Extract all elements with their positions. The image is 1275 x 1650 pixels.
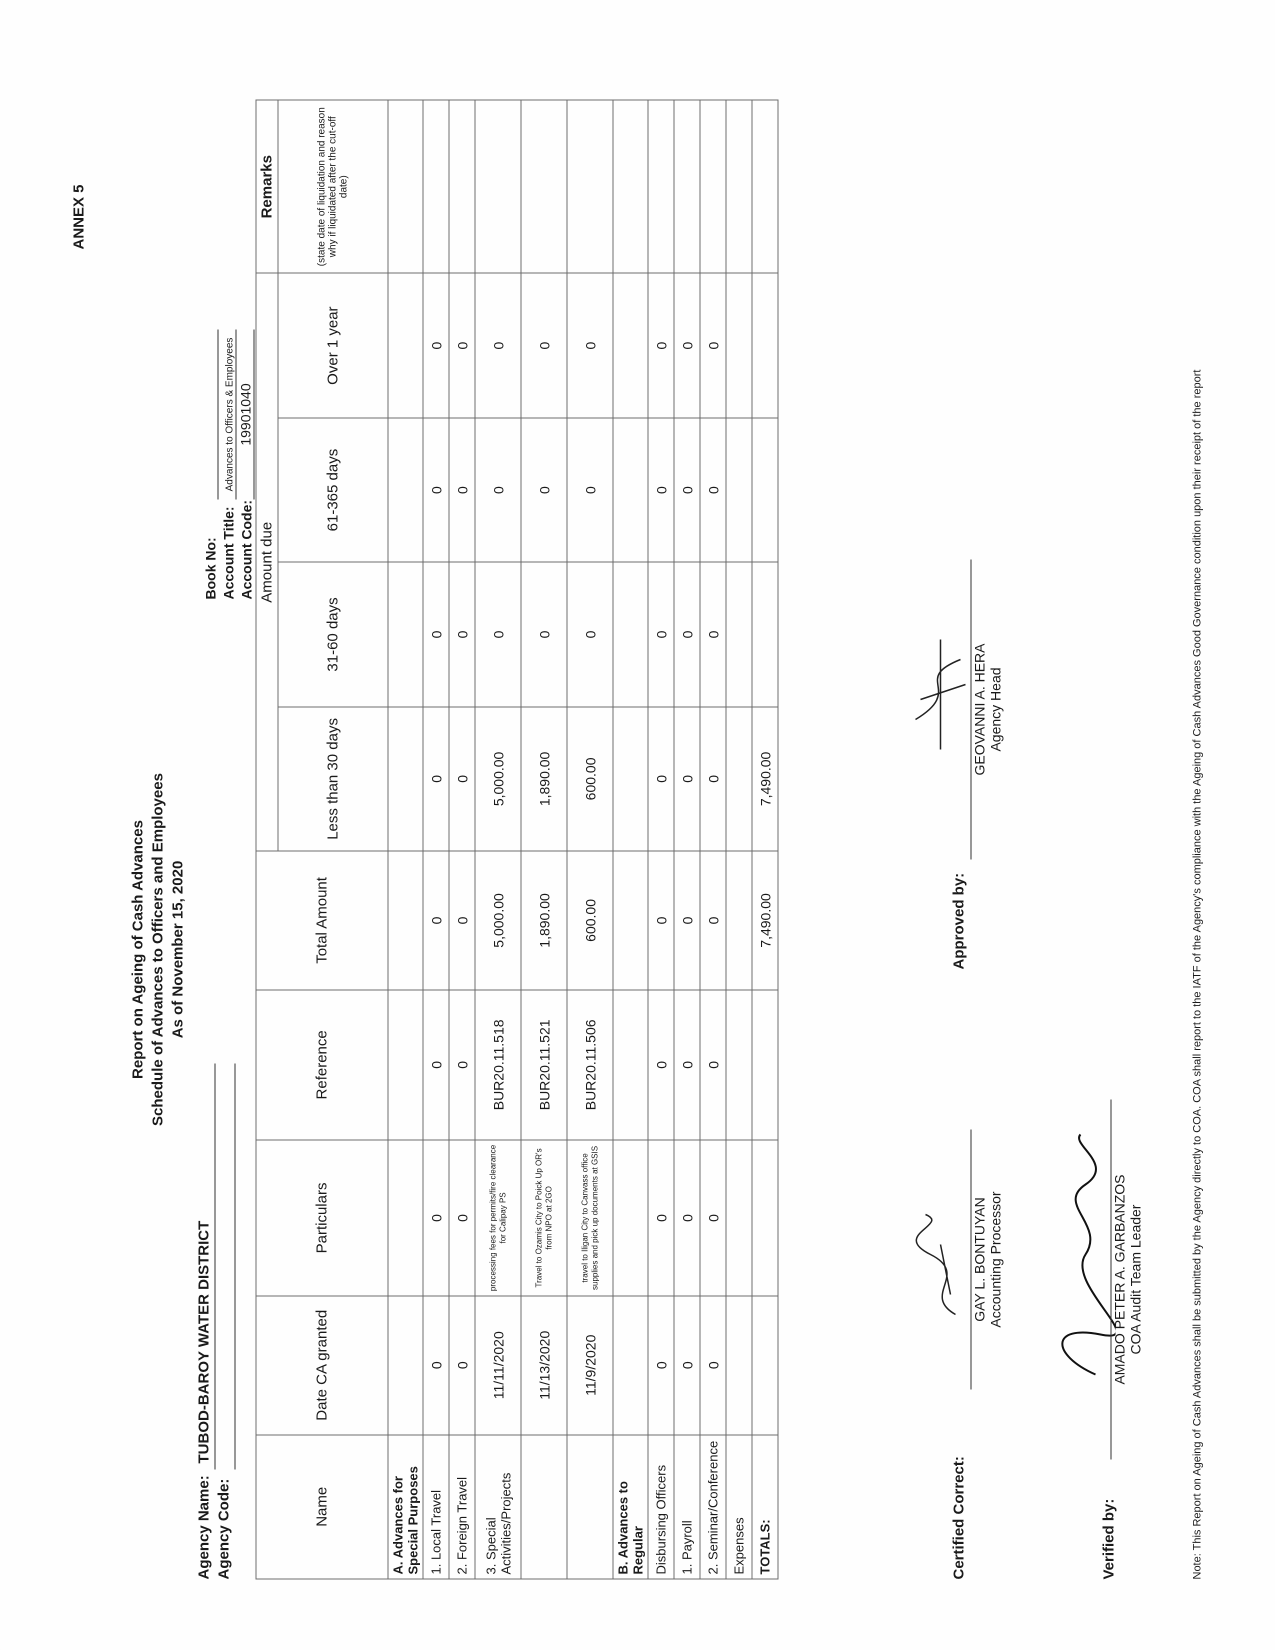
book-no <box>218 330 219 500</box>
cell-part: travel to Iligan City to Canvass office supplies and pick up documents at GSIS <box>567 1140 613 1296</box>
col-date: Date CA granted <box>256 1296 388 1435</box>
table-row <box>726 100 752 1579</box>
table-row <box>700 100 726 1579</box>
table-row <box>752 100 778 1579</box>
cell-date: 11/11/2020 <box>475 1296 521 1435</box>
approved-signatory <box>971 560 1004 860</box>
cell-name <box>521 1435 567 1579</box>
cell-remarks <box>521 100 567 273</box>
cell-d31: 0 <box>423 562 449 706</box>
col-name: Name <box>256 1435 388 1579</box>
cell-d61 <box>613 418 648 562</box>
cell-part: 0 <box>449 1140 475 1296</box>
verified-label: Verified by: <box>1100 1498 1118 1580</box>
cell-total: 0 <box>449 851 475 990</box>
cell-ref: 0 <box>449 990 475 1140</box>
cell-d31: 0 <box>674 562 700 706</box>
cell-total: 1,890.00 <box>521 851 567 990</box>
cell-remarks <box>674 100 700 273</box>
cell-total: 5,000.00 <box>475 851 521 990</box>
cell-ref: 0 <box>648 990 674 1140</box>
cell-over: 0 <box>521 273 567 417</box>
cell-part: 0 <box>674 1140 700 1296</box>
certified-label: Certified Correct: <box>950 1456 968 1580</box>
col-total: Total Amount <box>256 851 388 990</box>
agency-name: TUBOD-BAROY WATER DISTRICT <box>196 1064 216 1470</box>
certified-signatory <box>971 1130 1004 1390</box>
cell-lt30: 1,890.00 <box>521 707 567 851</box>
account-title-label: Account Title: <box>220 506 237 600</box>
agency-info <box>196 1064 236 1580</box>
cell-remarks <box>449 100 475 273</box>
cell-name: Disbursing Officers <box>648 1435 674 1579</box>
account-info <box>201 330 255 600</box>
cell-name: TOTALS: <box>752 1435 778 1579</box>
certified-position: Accounting Processor <box>987 1191 1004 1328</box>
table-row <box>475 100 521 1579</box>
col-amount-due: Amount due <box>256 273 278 851</box>
cell-lt30: 5,000.00 <box>475 707 521 851</box>
cell-remarks <box>567 100 613 273</box>
cell-ref <box>613 990 648 1140</box>
cell-date <box>726 1296 752 1435</box>
col-remarks: Remarks <box>256 100 278 273</box>
cell-date <box>752 1296 778 1435</box>
agency-name-label: Agency Name: <box>195 1475 213 1580</box>
cell-d31 <box>388 562 423 706</box>
cell-ref <box>752 990 778 1140</box>
cell-date <box>613 1296 648 1435</box>
verified-position: COA Audit Team Leader <box>1127 1204 1144 1355</box>
cell-date: 0 <box>648 1296 674 1435</box>
cell-d61: 0 <box>674 418 700 562</box>
cell-remarks <box>648 100 674 273</box>
cell-total <box>613 851 648 990</box>
cell-over <box>726 273 752 417</box>
cell-lt30 <box>388 707 423 851</box>
cell-date: 0 <box>423 1296 449 1435</box>
approved-signature <box>906 630 976 760</box>
cell-total <box>388 851 423 990</box>
cell-d31: 0 <box>449 562 475 706</box>
cell-ref: 0 <box>674 990 700 1140</box>
footer-note: Note: This Report on Ageing of Cash Advances shall be submitted by the Agency directly to COA. COA shall report to the IATF of the Agency's compliance with the Ageing of Cash Advances Good Governance condition upon their receipt of the report <box>1191 369 1204 1580</box>
cell-lt30 <box>726 707 752 851</box>
report-title <box>129 670 189 1230</box>
cell-ref <box>388 990 423 1140</box>
cell-date: 0 <box>449 1296 475 1435</box>
cell-part: 0 <box>700 1140 726 1296</box>
cell-d31 <box>752 562 778 706</box>
cell-ref: BUR20.11.521 <box>521 990 567 1140</box>
cell-over <box>613 273 648 417</box>
cell-over: 0 <box>449 273 475 417</box>
title-line-2: Schedule of Advances to Officers and Employees <box>149 773 167 1126</box>
agency-code-label: Agency Code: <box>215 1478 233 1580</box>
cell-ref: BUR20.11.518 <box>475 990 521 1140</box>
cell-date: 0 <box>674 1296 700 1435</box>
certified-signature <box>911 1205 971 1325</box>
cell-ref: 0 <box>423 990 449 1140</box>
cell-name: 3. Special Activities/Projects <box>475 1435 521 1579</box>
cell-part <box>752 1140 778 1296</box>
cell-name <box>567 1435 613 1579</box>
cell-part: Travel to Ozamis City to Poick Up OR's from NPO at 2GO <box>521 1140 567 1296</box>
cell-over: 0 <box>700 273 726 417</box>
table-row <box>648 100 674 1579</box>
verified-signatory <box>1111 1100 1144 1460</box>
cell-date <box>388 1296 423 1435</box>
cell-d61 <box>726 418 752 562</box>
cell-total <box>726 851 752 990</box>
cell-remarks <box>388 100 423 273</box>
book-no-label: Book No: <box>202 537 219 600</box>
cell-ref: 0 <box>700 990 726 1140</box>
cell-d31: 0 <box>475 562 521 706</box>
title-line-3: As of November 15, 2020 <box>169 860 187 1039</box>
col-61-365: 61-365 days <box>278 418 388 562</box>
verified-name: AMADO PETER A. GARBANZOS <box>1111 1174 1128 1385</box>
cell-name: 1. Local Travel <box>423 1435 449 1579</box>
cell-remarks <box>752 100 778 273</box>
cell-lt30: 7,490.00 <box>752 707 778 851</box>
verified-signature <box>1046 1125 1116 1385</box>
cell-name: A. Advances for Special Purposes <box>388 1435 423 1579</box>
cell-d61: 0 <box>475 418 521 562</box>
col-reference: Reference <box>256 990 388 1140</box>
cell-date: 0 <box>700 1296 726 1435</box>
table-row <box>449 100 475 1579</box>
cell-lt30: 0 <box>648 707 674 851</box>
cell-over: 0 <box>423 273 449 417</box>
cell-over: 0 <box>567 273 613 417</box>
cell-remarks <box>613 100 648 273</box>
cell-date: 11/9/2020 <box>567 1296 613 1435</box>
ageing-table <box>256 100 779 1580</box>
approved-position: Agency Head <box>987 667 1004 752</box>
cell-remarks <box>423 100 449 273</box>
cell-name: 2. Foreign Travel <box>449 1435 475 1579</box>
table-row <box>613 100 648 1579</box>
cell-d31 <box>726 562 752 706</box>
report-sheet <box>1 0 1275 1650</box>
account-title: Advances to Officers & Employees <box>225 330 237 500</box>
cell-d61 <box>388 418 423 562</box>
cell-part: 0 <box>648 1140 674 1296</box>
cell-part: 0 <box>423 1140 449 1296</box>
agency-code <box>216 1064 236 1470</box>
col-over1: Over 1 year <box>278 273 388 417</box>
cell-d31: 0 <box>521 562 567 706</box>
cell-lt30: 0 <box>423 707 449 851</box>
cell-d61: 0 <box>521 418 567 562</box>
cell-d61: 0 <box>567 418 613 562</box>
annex-label: ANNEX 5 <box>70 184 88 250</box>
cell-date: 11/13/2020 <box>521 1296 567 1435</box>
cell-over <box>752 273 778 417</box>
cell-over <box>388 273 423 417</box>
approved-label: Approved by: <box>950 872 968 970</box>
cell-remarks <box>475 100 521 273</box>
table-row <box>521 100 567 1579</box>
cell-part <box>388 1140 423 1296</box>
cell-lt30 <box>613 707 648 851</box>
cell-ref <box>726 990 752 1140</box>
cell-total: 600.00 <box>567 851 613 990</box>
cell-d31: 0 <box>648 562 674 706</box>
cell-d31: 0 <box>567 562 613 706</box>
cell-d61 <box>752 418 778 562</box>
cell-name: B. Advances to Regular <box>613 1435 648 1579</box>
cell-name: 1. Payroll <box>674 1435 700 1579</box>
cell-name: Expenses <box>726 1435 752 1579</box>
cell-total: 0 <box>648 851 674 990</box>
table-row <box>674 100 700 1579</box>
cell-over: 0 <box>674 273 700 417</box>
cell-name: 2. Seminar/Conference <box>700 1435 726 1579</box>
cell-part <box>613 1140 648 1296</box>
title-line-1: Report on Ageing of Cash Advances <box>129 820 147 1079</box>
certified-name: GAY L. BONTUYAN <box>971 1197 988 1322</box>
cell-part <box>726 1140 752 1296</box>
cell-d31 <box>613 562 648 706</box>
cell-total: 0 <box>700 851 726 990</box>
cell-lt30: 0 <box>449 707 475 851</box>
cell-over: 0 <box>475 273 521 417</box>
cell-d61: 0 <box>700 418 726 562</box>
table-row <box>567 100 613 1579</box>
cell-lt30: 0 <box>700 707 726 851</box>
cell-ref: BUR20.11.506 <box>567 990 613 1140</box>
cell-remarks <box>726 100 752 273</box>
approved-name: GEOVANNI A. HERA <box>971 643 988 776</box>
cell-d31: 0 <box>700 562 726 706</box>
col-31-60: 31-60 days <box>278 562 388 706</box>
cell-total: 0 <box>423 851 449 990</box>
cell-part: processing fees for permits/fire clearance for Calipay PS <box>475 1140 521 1296</box>
cell-over: 0 <box>648 273 674 417</box>
cell-lt30: 600.00 <box>567 707 613 851</box>
table-row <box>388 100 423 1579</box>
cell-d61: 0 <box>648 418 674 562</box>
cell-total: 7,490.00 <box>752 851 778 990</box>
col-remarks-note: (state date of liquidation and reason why if liquidated after the cut-off date) <box>278 100 388 273</box>
account-code-label: Account Code: <box>238 499 255 600</box>
table-row <box>423 100 449 1579</box>
account-code: 19901040 <box>238 330 255 500</box>
cell-d61: 0 <box>449 418 475 562</box>
col-lt30: Less than 30 days <box>278 707 388 851</box>
cell-d61: 0 <box>423 418 449 562</box>
col-particulars: Particulars <box>256 1140 388 1296</box>
cell-remarks <box>700 100 726 273</box>
cell-total: 0 <box>674 851 700 990</box>
cell-lt30: 0 <box>674 707 700 851</box>
